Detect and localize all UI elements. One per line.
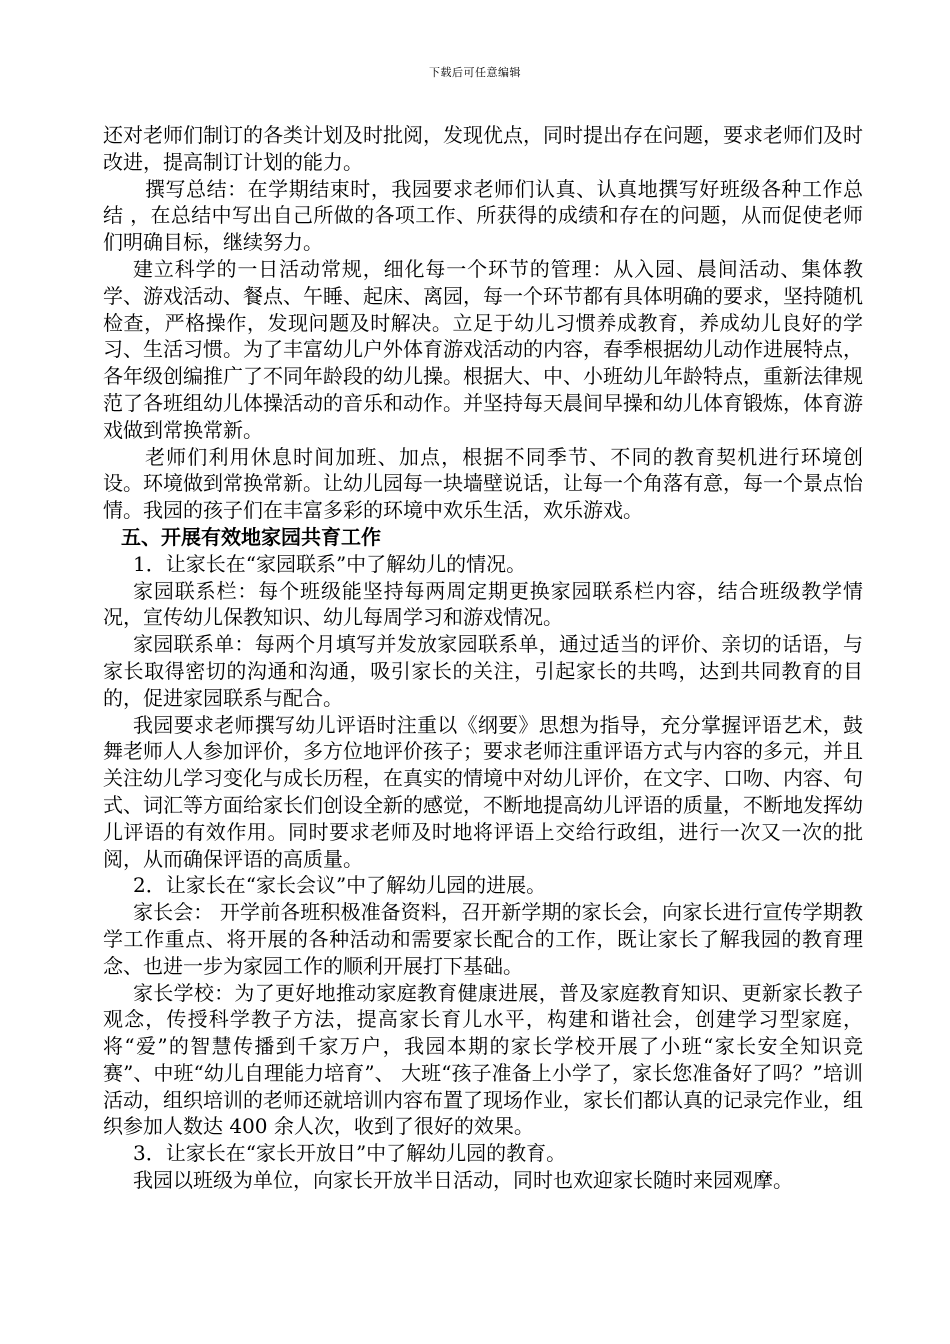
paragraph-parent-school: 家长学校：为了更好地推动家庭教育健康进展，普及家庭教育知识、更新家长教子观念，传授科学教子方法，提高家长育儿水平，构建和谐社会，创建学习型家庭，将“爱”的智慧传播到千家万户，我园本期的家长学校开展了小班“家长安全知识竞赛”、中班“幼儿自理能力培育”、 大班“孩子准备上小学了，家长您准备好了吗？”培训活动，组织培训的老师还就培训内容布置了现场作业，家长们都认真的记录完作业，组织参加人数达 400 余人次，收到了很好的效果。 [103, 980, 863, 1139]
document-body [103, 122, 863, 1194]
paragraph-contact-board: 家园联系栏：每个班级能坚持每两周定期更换家园联系栏内容，结合班级教学情况，宣传幼儿保教知识、幼儿每周学习和游戏情况。 [103, 578, 863, 630]
paragraph-daily-routine: 建立科学的一日活动常规，细化每一个环节的管理：从入园、晨间活动、集体教学、游戏活动、餐点、午睡、起床、离园，每一个环节都有具体明确的要求，坚持随机检查，严格操作，发现问题及时解决。立足于幼儿习惯养成教育，养成幼儿良好的学习、生活习惯。为了丰富幼儿户外体育游戏活动的内容，春季根据幼儿动作进展特点，各年级创编推广了不同年龄段的幼儿操。根据大、中、小班幼儿年龄特点，重新法律规范了各班组幼儿体操活动的音乐和动作。并坚持每天晨间早操和幼儿体育锻炼，体育游戏做到常换常新。 [103, 256, 863, 442]
paragraph-plan-review: 还对老师们制订的各类计划及时批阅，发现优点，同时提出存在问题，要求老师们及时改进，提高制订计划的能力。 [103, 123, 863, 174]
paragraph-environment: 老师们利用休息时间加班、加点，根据不同季节、不同的教育契机进行环境创设。环境做到常换常新。让幼儿园每一块墙壁说话，让每一个角落有意，每一个景点怡情。我园的孩子们在丰富多彩的环境中欢乐生活，欢乐游戏。 [103, 444, 863, 523]
paragraph-open-day: 我园以班级为单位，向家长开放半日活动，同时也欢迎家长随时来园观摩。 [133, 1168, 793, 1193]
list-item-two: 2．让家长在“家长会议”中了解幼儿园的进展。 [133, 873, 547, 898]
paragraph-contact-sheet: 家园联系单：每两个月填写并发放家园联系单，通过适当的评价、亲切的话语，与家长取得密切的沟通和沟通，吸引家长的关注，引起家长的共鸣，达到共同教育的目的，促进家园联系与配合。 [103, 632, 863, 710]
paragraph-evaluation-comments: 我园要求老师撰写幼儿评语时注重以《纲要》思想为指导，充分掌握评语艺术，鼓舞老师人人参加评价，多方位地评价孩子；要求老师注重评语方式与内容的多元，并且关注幼儿学习变化与成长历程，在真实的情境中对幼儿评价，在文字、口吻、内容、句式、词汇等方面给家长们创设全新的感觉，不断地提高幼儿评语的质量，不断地发挥幼儿评语的有效作用。同时要求老师及时地将评语上交给行政组，进行一次又一次的批阅，从而确保评语的高质量。 [103, 712, 863, 871]
paragraph-parent-meeting: 家长会： 开学前各班积极准备资料，召开新学期的家长会，向家长进行宣传学期教学工作重点、将开展的各种活动和需要家长配合的工作，既让家长了解我园的教育理念、也进一步为家园工作的顺利开展打下基础。 [103, 900, 863, 978]
list-item-three: 3．让家长在“家长开放日”中了解幼儿园的教育。 [133, 1141, 567, 1166]
paragraph-summary-writing: 撰写总结：在学期结束时，我园要求老师们认真、认真地撰写好班级各种工作总结 ，在总结中写出自己所做的各项工作、所获得的成绩和存在的问题，从而促使老师们明确目标，继续努力。 [103, 176, 863, 255]
page-header-note: 下载后可任意编辑 [429, 66, 521, 79]
list-item-one: 1．让家长在“家园联系”中了解幼儿的情况。 [133, 551, 527, 576]
section-heading-five: 五、开展有效地家园共育工作 [121, 524, 381, 549]
